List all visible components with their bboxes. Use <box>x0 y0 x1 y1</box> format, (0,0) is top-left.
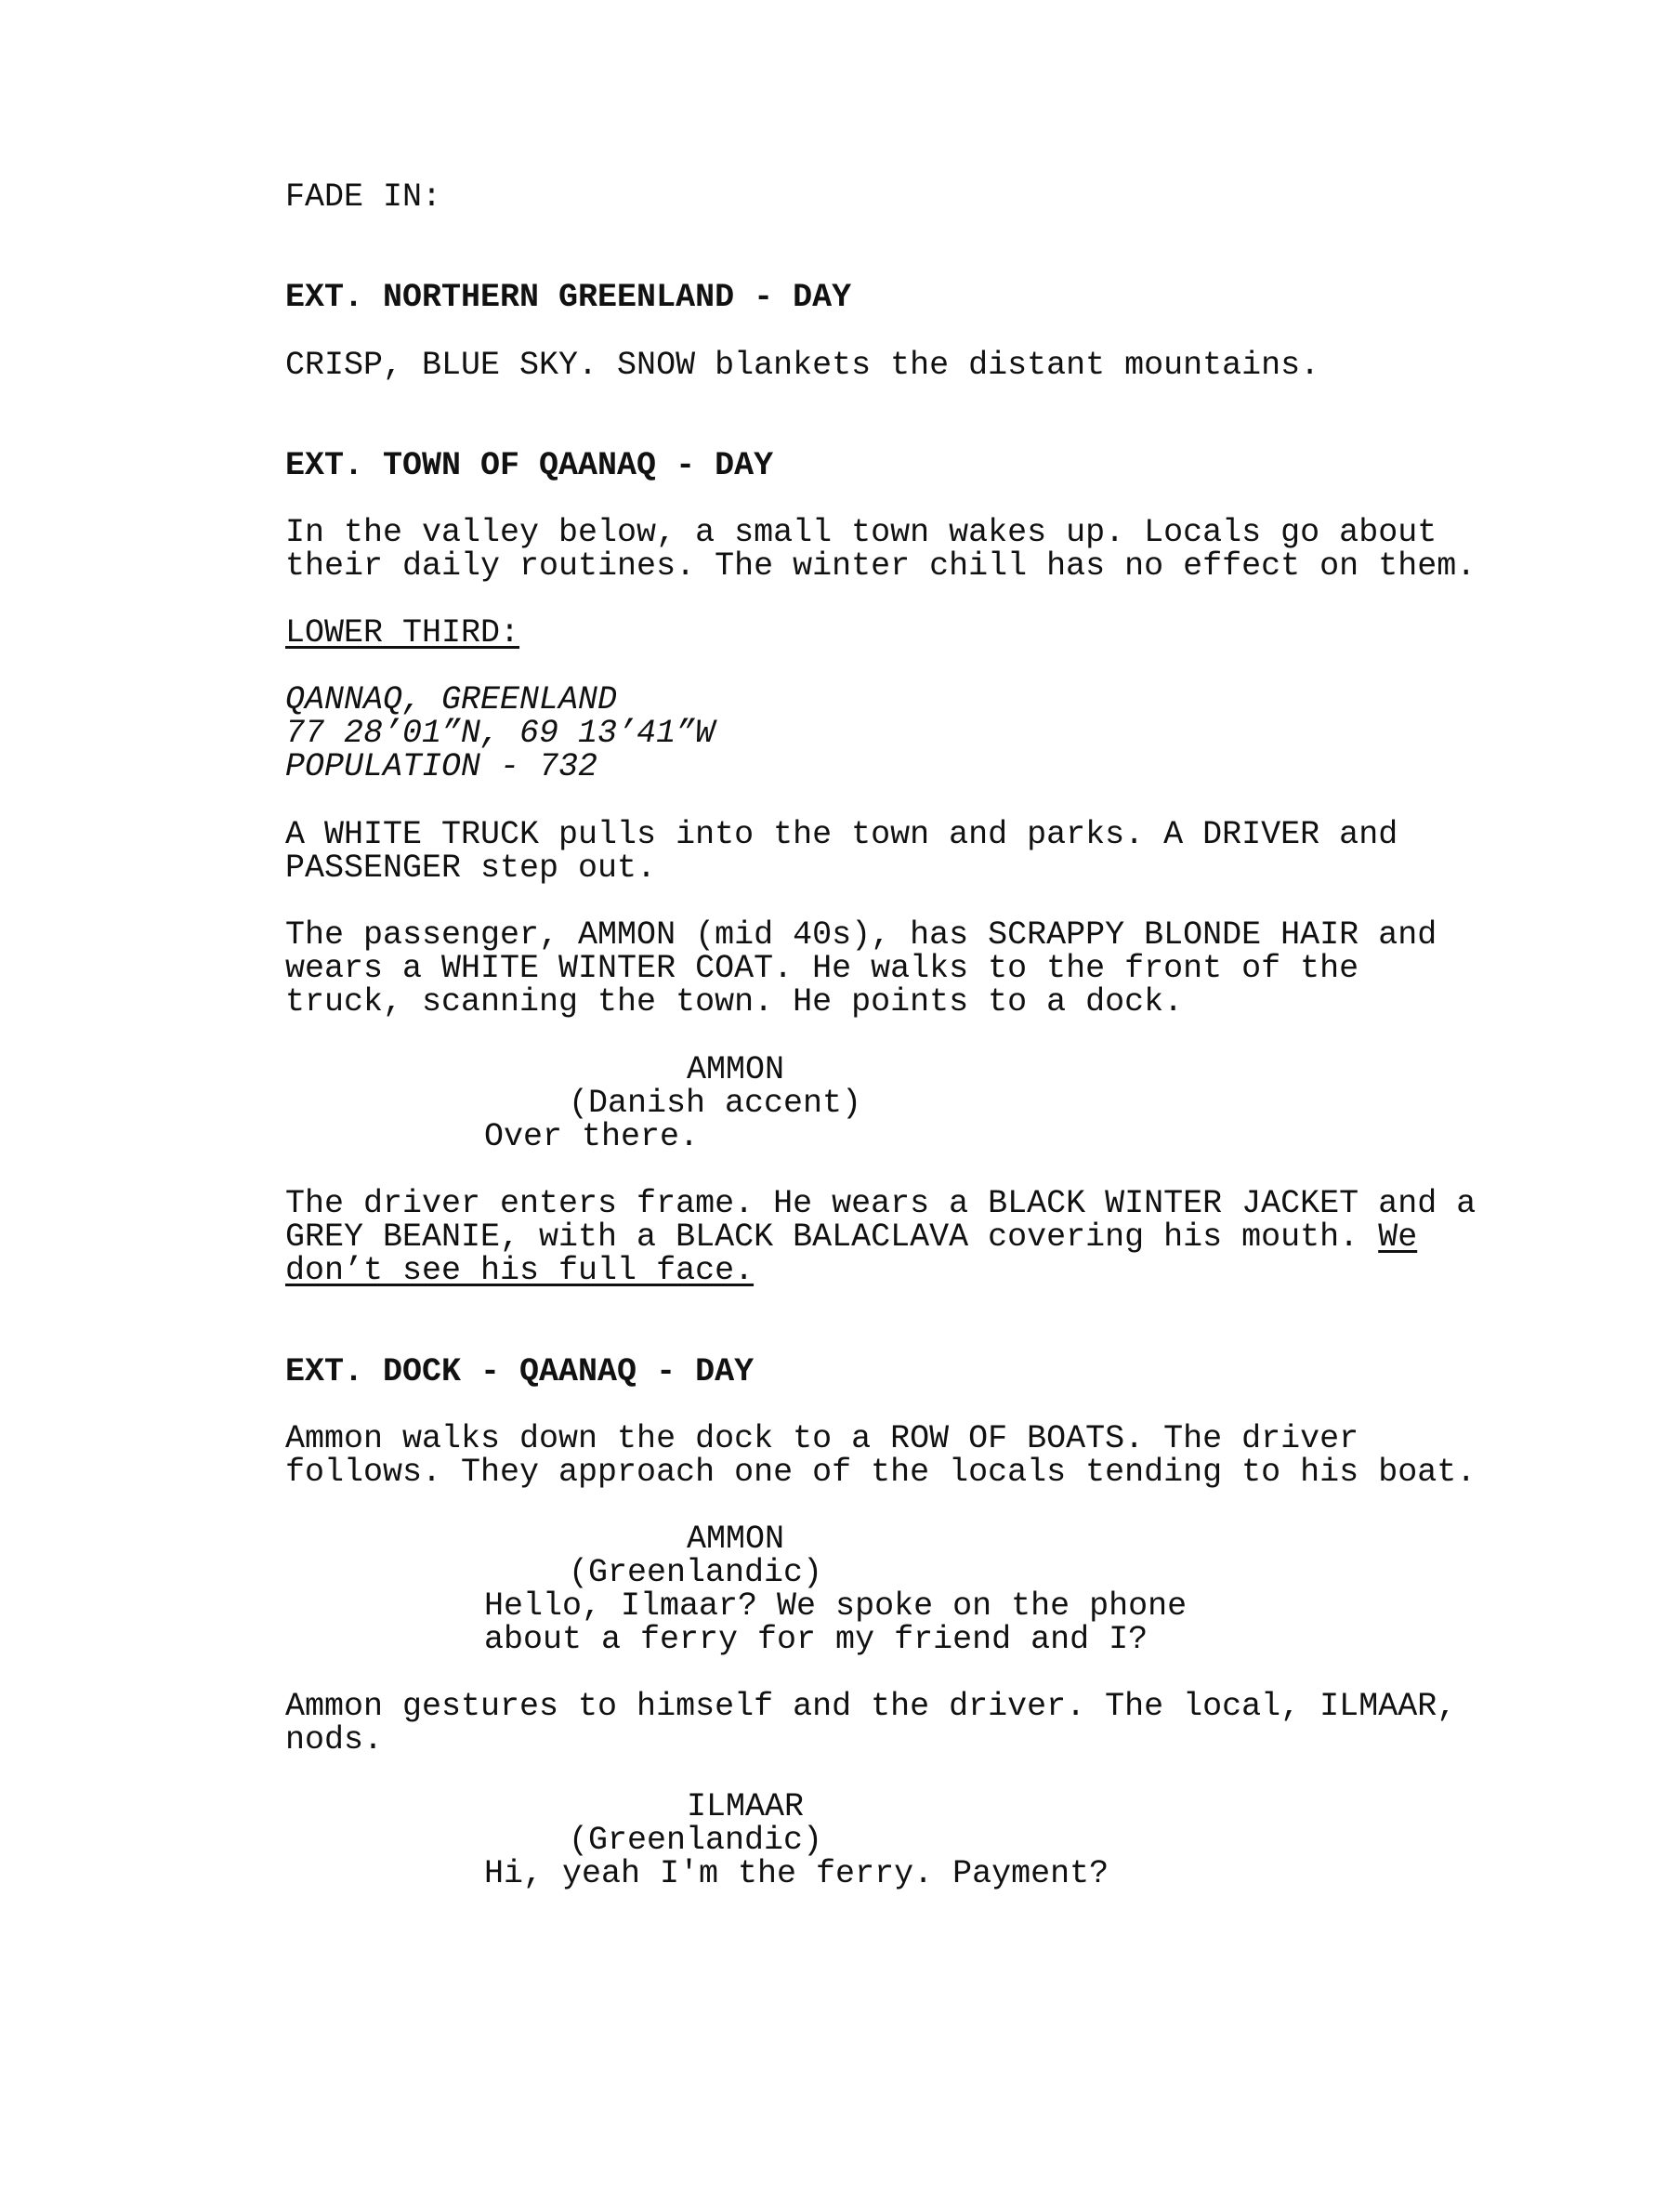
scene-heading: EXT. DOCK - QAANAQ - DAY <box>285 1353 755 1390</box>
parenthetical: (Danish accent) <box>569 1085 862 1122</box>
lower-third-line: POPULATION - 732 <box>285 748 598 785</box>
parenthetical: (Greenlandic) <box>569 1822 823 1859</box>
underlined-text: don’t see his full face. <box>285 1252 755 1289</box>
action-line: The driver enters frame. He wears a BLACK WINTER JACKET and a <box>285 1185 1477 1222</box>
parenthetical: (Greenlandic) <box>569 1554 823 1591</box>
lower-third-line: QANNAQ, GREENLAND <box>285 681 618 718</box>
action-line: follows. They approach one of the locals tending to his boat. <box>285 1454 1477 1491</box>
character-name: AMMON <box>687 1051 785 1088</box>
action-line: their daily routines. The winter chill has no effect on them. <box>285 547 1477 585</box>
action-line: wears a WHITE WINTER COAT. He walks to the front of the <box>285 950 1359 987</box>
dialogue-line: Hi, yeah I'm the ferry. Payment? <box>484 1855 1109 1892</box>
action-line: Ammon walks down the dock to a ROW OF BOATS. The driver <box>285 1420 1359 1457</box>
underlined-text: We <box>1378 1218 1418 1256</box>
action-line <box>285 1220 1417 1254</box>
character-name: AMMON <box>687 1521 785 1558</box>
action-line: In the valley below, a small town wakes up. Locals go about <box>285 514 1437 551</box>
dialogue-line: about a ferry for my friend and I? <box>484 1621 1148 1658</box>
scene-heading: EXT. NORTHERN GREENLAND - DAY <box>285 279 852 316</box>
action-line: The passenger, AMMON (mid 40s), has SCRAPPY BLONDE HAIR and <box>285 916 1437 954</box>
lower-third-label: LOWER THIRD: <box>285 614 520 652</box>
dialogue-line: Over there. <box>484 1118 700 1155</box>
action-text: GREY BEANIE, with a BLACK BALACLAVA covering his mouth. <box>285 1218 1379 1256</box>
action-line: nods. <box>285 1721 384 1758</box>
action-line: A WHITE TRUCK pulls into the town and parks. A DRIVER and <box>285 816 1398 853</box>
action-line: PASSENGER step out. <box>285 849 657 887</box>
action-line: CRISP, BLUE SKY. SNOW blankets the distant mountains. <box>285 347 1320 384</box>
dialogue-line: Hello, Ilmaar? We spoke on the phone <box>484 1587 1188 1625</box>
scene-heading: EXT. TOWN OF QAANAQ - DAY <box>285 447 774 484</box>
transition: FADE IN: <box>285 178 442 216</box>
lower-third-line: 77 28’01”N, 69 13’41”W <box>285 715 715 752</box>
action-line: truck, scanning the town. He points to a dock. <box>285 983 1184 1021</box>
action-line: Ammon gestures to himself and the driver. The local, ILMAAR, <box>285 1688 1457 1725</box>
character-name: ILMAAR <box>687 1788 805 1825</box>
